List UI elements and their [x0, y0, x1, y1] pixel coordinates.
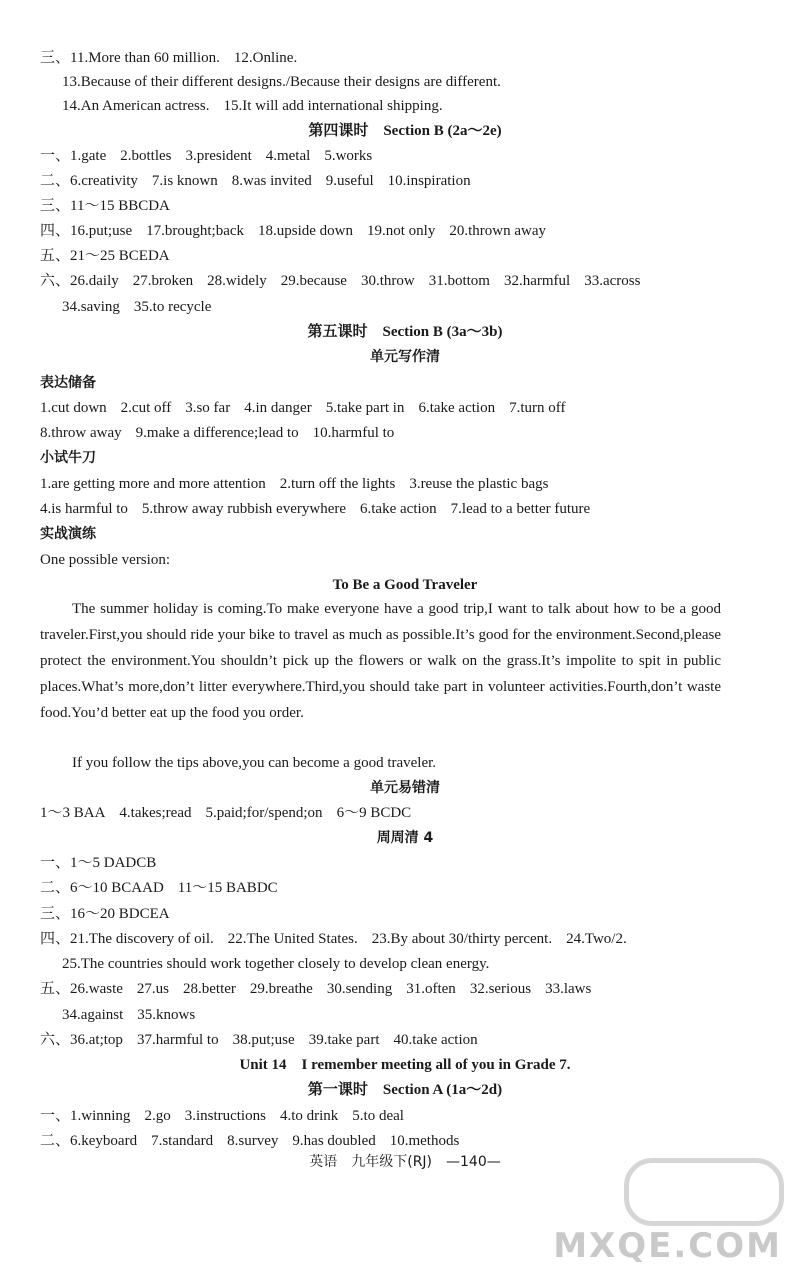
part-number: 二、	[40, 880, 71, 896]
essay-paragraph-2-text: If you follow the tips above,you can become a good traveler.	[72, 755, 437, 771]
part-number: 一、	[40, 1108, 71, 1124]
answer-item: 34.saving	[62, 299, 120, 315]
section-heading: 第四课时 Section B (2a～2e)	[308, 123, 502, 139]
part-number: 三、	[40, 50, 71, 66]
subsection-heading: 表达储备	[40, 375, 96, 391]
answer-line	[40, 398, 579, 418]
page-footer: 英语 九年级下(RJ) —140—	[309, 1154, 501, 1170]
answer-item: 7.lead to a better future	[450, 501, 591, 517]
answer-item: 35.knows	[137, 1007, 196, 1023]
part-number: 五、	[40, 981, 71, 997]
answer-item: 38.put;use	[232, 1032, 295, 1048]
answer-item: 1.gate	[70, 148, 107, 164]
answer-item: 21～25 BCEDA	[70, 248, 170, 264]
part-number: 一、	[40, 855, 71, 871]
answer-item: 7.is known	[151, 173, 218, 189]
answer-item: 20.thrown away	[449, 223, 547, 239]
part-number: 四、	[40, 223, 71, 239]
answer-item: 2.go	[144, 1108, 171, 1124]
answer-item: 1～3 BAA	[40, 805, 106, 821]
part-number: 三、	[40, 198, 71, 214]
answer-line	[40, 979, 605, 999]
answer-item: 35.to recycle	[133, 299, 212, 315]
section-heading: 单元易错清	[370, 780, 440, 796]
answer-item: 6～10 BCAAD	[70, 880, 164, 896]
answer-item: 3.instructions	[184, 1108, 266, 1124]
answer-item: 7.standard	[151, 1133, 214, 1149]
answer-item: 9.useful	[325, 173, 374, 189]
part-number: 二、	[40, 1133, 71, 1149]
answer-item: 6.take action	[418, 400, 496, 416]
answer-line	[62, 72, 515, 92]
part-number: 六、	[40, 1032, 71, 1048]
answer-item: 2.bottles	[120, 148, 172, 164]
answer-item: 32.harmful	[503, 273, 571, 289]
answer-item: 6.keyboard	[70, 1133, 138, 1149]
answer-item: 34.against	[62, 1007, 124, 1023]
answer-line	[40, 929, 641, 949]
answer-item: 4.to drink	[279, 1108, 339, 1124]
answer-item: 2.turn off the lights	[279, 476, 396, 492]
answer-item: 4.takes;read	[119, 805, 192, 821]
answer-line	[40, 1030, 492, 1050]
answer-item: 10.methods	[389, 1133, 460, 1149]
part-number: 六、	[40, 273, 71, 289]
answer-item: 21.The discovery of oil.	[70, 931, 214, 947]
watermark-logo	[553, 1174, 792, 1274]
section-heading: Unit 14 I remember meeting all of you in Grade 7.	[239, 1057, 571, 1073]
answer-item: 4.metal	[265, 148, 311, 164]
answer-item: 5.paid;for/spend;on	[205, 805, 323, 821]
answer-item: 4.in danger	[244, 400, 312, 416]
answer-item: 11～15 BBCDA	[70, 198, 170, 214]
answer-item: 15.It will add international shipping.	[223, 98, 443, 114]
answer-item: 16.put;use	[70, 223, 133, 239]
answer-item: 1.are getting more and more attention	[40, 476, 266, 492]
answer-item: 29.because	[280, 273, 347, 289]
answer-item: 36.at;top	[70, 1032, 123, 1048]
answer-item: 18.upside down	[258, 223, 354, 239]
answer-item: 1.cut down	[40, 400, 107, 416]
part-number: 二、	[40, 173, 71, 189]
answer-line	[62, 297, 225, 317]
answer-line	[62, 1005, 209, 1025]
answer-item: 11～15 BABDC	[177, 880, 278, 896]
answer-item: 30.throw	[360, 273, 415, 289]
answer-line	[40, 48, 311, 68]
answer-item: 1.winning	[70, 1108, 131, 1124]
answer-line	[40, 499, 604, 519]
answer-item: 39.take part	[308, 1032, 380, 1048]
answer-item: 8.throw away	[40, 425, 122, 441]
answer-item: 23.By about 30/thirty percent.	[371, 931, 553, 947]
answer-item: 17.brought;back	[146, 223, 245, 239]
answer-item: 33.across	[584, 273, 641, 289]
essay-title: To Be a Good Traveler	[332, 577, 478, 593]
watermark-badge-icon	[624, 1158, 784, 1226]
answer-item: 9.has doubled	[292, 1133, 376, 1149]
answer-item: 10.harmful to	[312, 425, 395, 441]
answer-line	[40, 474, 562, 494]
answer-item: 26.daily	[70, 273, 119, 289]
answer-item: 3.so far	[185, 400, 231, 416]
answer-item: 7.turn off	[509, 400, 566, 416]
answer-item: 13.Because of their different designs./Because their designs are different.	[62, 74, 501, 90]
answer-line	[40, 1131, 473, 1151]
answer-item: 24.Two/2.	[566, 931, 627, 947]
answer-line	[40, 221, 560, 241]
answer-item: 29.breathe	[249, 981, 313, 997]
answer-line	[40, 423, 408, 443]
essay-paragraph-1	[40, 596, 721, 726]
essay-paragraph-2	[40, 750, 721, 776]
answer-item: 22.The United States.	[227, 931, 358, 947]
answer-item: 28.better	[183, 981, 236, 997]
answer-line	[40, 171, 485, 191]
answer-line	[40, 271, 654, 291]
answer-item: 3.president	[185, 148, 252, 164]
answer-item: 27.broken	[132, 273, 194, 289]
watermark-text: MXQE.COM	[553, 1226, 782, 1266]
subsection-heading: 实战演练	[40, 526, 96, 542]
subsection-heading: 小试牛刀	[40, 450, 96, 466]
answer-item: 11.More than 60 million.	[70, 50, 220, 66]
answer-line	[40, 1106, 418, 1126]
answer-item: 37.harmful to	[136, 1032, 219, 1048]
answer-line	[40, 196, 184, 216]
answer-item: 31.bottom	[428, 273, 490, 289]
answer-item: 8.survey	[227, 1133, 279, 1149]
section-heading: 周周清 4	[376, 830, 434, 846]
text-line: One possible version:	[40, 552, 170, 568]
answer-line	[40, 146, 386, 166]
answer-item: 8.was invited	[231, 173, 312, 189]
answer-item: 26.waste	[70, 981, 123, 997]
answer-item: 30.sending	[326, 981, 393, 997]
answer-line	[40, 246, 184, 266]
answer-line	[40, 803, 425, 823]
answer-line	[40, 853, 170, 873]
answer-item: 27.us	[136, 981, 170, 997]
essay-paragraph-1-text: The summer holiday is coming.To make everyone have a good trip,I want to talk about how to be a good traveler.First,you should ride your bike to travel as much as possible.It’s good for the environment.Second,please protect the environment.You shouldn’t pick up the flowers or walk on the grass.It’s impolite to spit in public places.What’s more,don’t litter everywhere.Third,you should take part in volunteer activities.Fourth,don’t waste food.You’d better eat up the food you order.	[40, 601, 721, 721]
answer-item: 4.is harmful to	[40, 501, 128, 517]
answer-item: 16～20 BDCEA	[70, 906, 170, 922]
answer-item: 6.creativity	[70, 173, 138, 189]
answer-item: 19.not only	[367, 223, 436, 239]
answer-item: 5.take part in	[325, 400, 405, 416]
answer-item: 5.works	[324, 148, 373, 164]
answer-item: 6～9 BCDC	[336, 805, 412, 821]
answer-item: 31.often	[406, 981, 456, 997]
answer-item: 3.reuse the plastic bags	[409, 476, 549, 492]
part-number: 四、	[40, 931, 71, 947]
part-number: 五、	[40, 248, 71, 264]
answer-item: 5.throw away rubbish everywhere	[141, 501, 347, 517]
answer-item: 40.take action	[393, 1032, 478, 1048]
section-heading: 第五课时 Section B (3a～3b)	[307, 324, 503, 340]
answer-item: 28.widely	[207, 273, 267, 289]
answer-item: 1～5 DADCB	[70, 855, 157, 871]
answer-line	[62, 96, 457, 116]
answer-item: 6.take action	[360, 501, 437, 517]
answer-line	[40, 904, 184, 924]
answer-item: 33.laws	[545, 981, 592, 997]
answer-item: 12.Online.	[233, 50, 298, 66]
answer-item: 25.The countries should work together closely to develop clean energy.	[62, 956, 490, 972]
answer-line	[62, 954, 503, 974]
answer-item: 32.serious	[469, 981, 532, 997]
answer-line	[40, 878, 292, 898]
section-heading: 第一课时 Section A (1a～2d)	[307, 1082, 503, 1098]
section-heading: 单元写作清	[370, 349, 440, 365]
answer-item: 10.inspiration	[387, 173, 471, 189]
answer-item: 9.make a difference;lead to	[135, 425, 299, 441]
part-number: 一、	[40, 148, 71, 164]
answer-item: 2.cut off	[120, 400, 172, 416]
answer-item: 5.to deal	[352, 1108, 404, 1124]
part-number: 三、	[40, 906, 71, 922]
answer-item: 14.An American actress.	[62, 98, 210, 114]
